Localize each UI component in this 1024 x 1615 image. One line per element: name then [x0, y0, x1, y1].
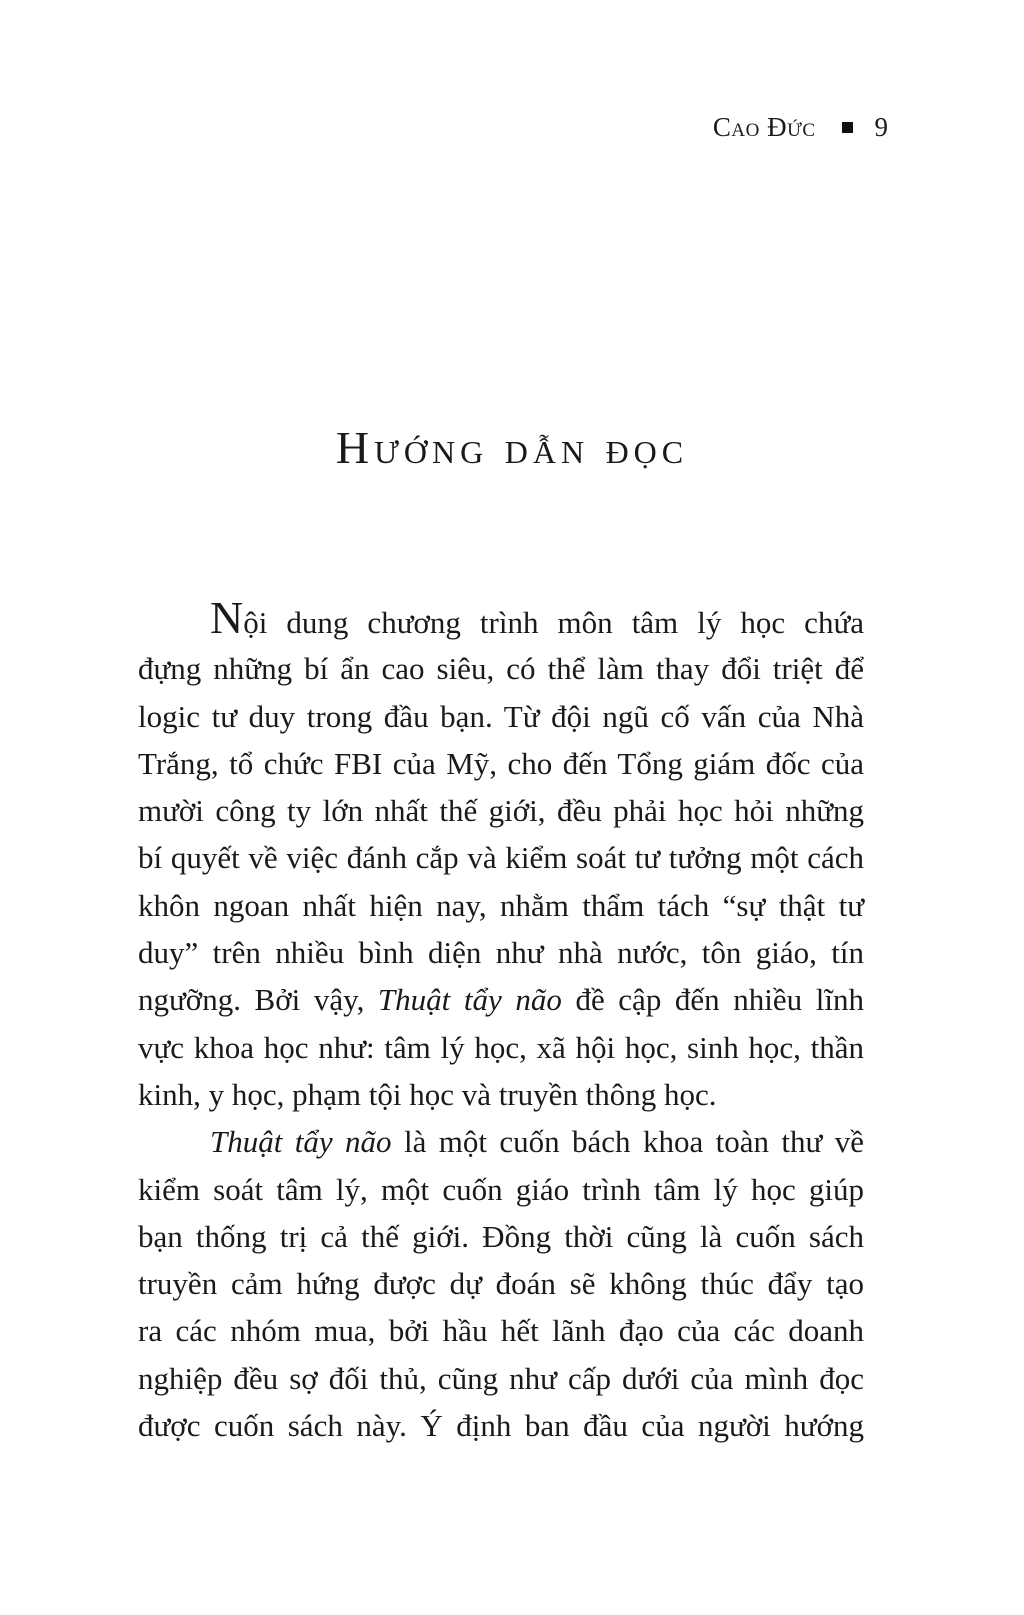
- text-line: [138, 976, 864, 1023]
- text-line: [138, 1118, 864, 1165]
- line-text: đề cập đến nhiều lĩnh: [561, 982, 864, 1018]
- drop-cap: N: [210, 592, 244, 643]
- square-separator-icon: [842, 122, 853, 133]
- text-line: nghiệp đều sợ đối thủ, cũng như cấp dưới của mình đọc: [138, 1360, 864, 1396]
- text-line: bạn thống trị cả thế giới. Đồng thời cũng là cuốn sách: [138, 1218, 864, 1254]
- text-line: Trắng, tổ chức FBI của Mỹ, cho đến Tổng giám đốc của: [138, 745, 864, 781]
- book-title-italic: Thuật tẩy não: [210, 1124, 392, 1160]
- running-head-author: Cao Đức: [712, 112, 816, 142]
- text-line: logic tư duy trong đầu bạn. Từ đội ngũ cố vấn của Nhà: [138, 698, 864, 734]
- text-line: vực khoa học như: tâm lý học, xã hội học, sinh học, thần: [138, 1029, 864, 1065]
- paragraph-2: [138, 1118, 864, 1449]
- text-line: [138, 592, 864, 645]
- line-text: ngưỡng. Bởi vậy,: [138, 982, 378, 1018]
- line-text: là một cuốn bách khoa toàn thư về: [391, 1124, 864, 1160]
- text-line: ra các nhóm mua, bởi hầu hết lãnh đạo của các doanh: [138, 1313, 864, 1349]
- paragraph-1: [138, 592, 864, 1118]
- book-title-italic: Thuật tẩy não: [377, 982, 562, 1018]
- text-line: khôn ngoan nhất hiện nay, nhằm thẩm tách “sự thật tư: [138, 887, 864, 923]
- text-line: kiểm soát tâm lý, một cuốn giáo trình tâm lý học giúp: [138, 1171, 864, 1207]
- text-line: duy” trên nhiều bình diện như nhà nước, tôn giáo, tín: [138, 935, 864, 971]
- text-line: được cuốn sách này. Ý định ban đầu của người hướng: [138, 1408, 864, 1444]
- body-text: [138, 592, 864, 1449]
- line-text: ội dung chương trình môn tâm lý học chứa: [243, 605, 864, 640]
- page-number: 9: [874, 112, 888, 142]
- text-line: mười công ty lớn nhất thế giới, đều phải học hỏi những: [138, 793, 864, 829]
- text-line: bí quyết về việc đánh cắp và kiểm soát tư tưởng một cách: [138, 840, 864, 876]
- text-line: truyền cảm hứng được dự đoán sẽ không thúc đẩy tạo: [138, 1266, 864, 1302]
- chapter-title: Hướng dẫn đọc: [335, 422, 689, 473]
- text-line: kinh, y học, phạm tội học và truyền thông học.: [138, 1076, 717, 1112]
- text-line: đựng những bí ẩn cao siêu, có thể làm thay đổi triệt để: [138, 651, 864, 687]
- running-head: [713, 112, 888, 142]
